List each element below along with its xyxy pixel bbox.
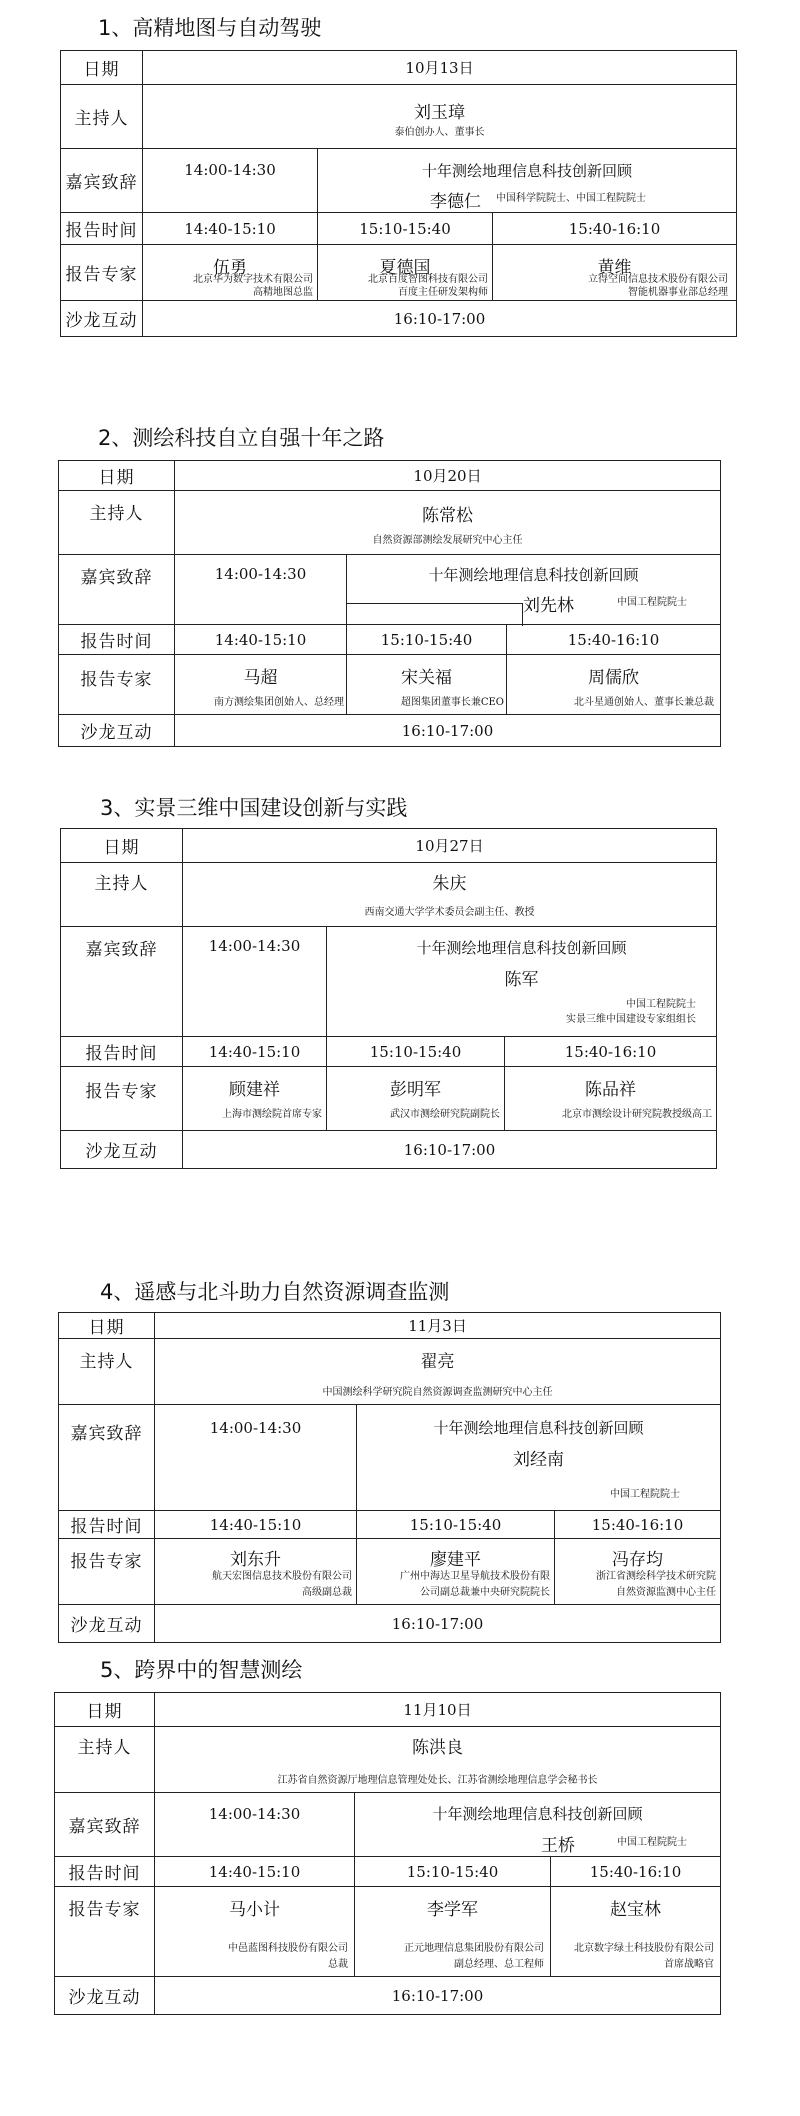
salon-time: 16:10-17:00 bbox=[155, 1605, 721, 1643]
guest-cell bbox=[327, 927, 717, 1037]
host-name: 陈常松 bbox=[422, 506, 473, 526]
host-name: 刘玉璋 bbox=[414, 103, 465, 123]
guest-title: 中国工程院院士 bbox=[626, 999, 696, 1010]
slot-time: 15:40-16:10 bbox=[555, 1511, 721, 1539]
expert-name: 陈品祥 bbox=[585, 1080, 636, 1100]
expert-position: 百度主任研发架构师 bbox=[398, 287, 488, 298]
schedule-table bbox=[54, 1692, 721, 2015]
expert-affiliation: 航天宏图信息技术股份有限公司 bbox=[212, 1571, 352, 1582]
expert-cell bbox=[183, 1067, 327, 1131]
expert-affiliation: 北京华为数字技术有限公司 bbox=[193, 274, 313, 285]
salon-label: 沙龙互动 bbox=[59, 715, 175, 747]
guest-label: 嘉宾致辞 bbox=[55, 1793, 155, 1857]
expert-affiliation: 武汉市测绘研究院副院长 bbox=[390, 1109, 500, 1120]
expert-affiliation: 中邑蓝图科技股份有限公司 bbox=[228, 1943, 348, 1954]
slot-time: 15:40-16:10 bbox=[493, 213, 737, 245]
expert-cell bbox=[355, 1887, 551, 1977]
guest-talk: 十年测绘地理信息科技创新回顾 bbox=[421, 162, 632, 180]
expert-cell bbox=[493, 245, 737, 301]
guest-name: 李德仁 bbox=[430, 192, 481, 212]
expert-name: 马小计 bbox=[229, 1900, 280, 1920]
host-cell bbox=[155, 1339, 721, 1405]
host-cell bbox=[155, 1727, 721, 1793]
host-cell bbox=[175, 491, 721, 555]
host-name: 陈洪良 bbox=[412, 1738, 463, 1758]
host-name: 朱庆 bbox=[432, 874, 467, 894]
expert-name: 彭明军 bbox=[390, 1080, 441, 1100]
expert-name: 顾建祥 bbox=[229, 1080, 280, 1100]
expert-cell bbox=[327, 1067, 505, 1131]
section-title: 5、跨界中的智慧测绘 bbox=[100, 1658, 303, 1682]
guest-cell bbox=[318, 149, 737, 213]
schedule-table bbox=[60, 828, 717, 1169]
experts-label: 报告专家 bbox=[61, 1067, 183, 1131]
expert-cell bbox=[155, 1539, 357, 1605]
date-value: 10月20日 bbox=[175, 461, 721, 491]
expert-name: 李学军 bbox=[427, 1900, 478, 1920]
host-label: 主持人 bbox=[59, 491, 175, 555]
expert-position: 首席战略官 bbox=[664, 1959, 714, 1970]
date-label: 日期 bbox=[59, 461, 175, 491]
guest-time: 14:00-14:30 bbox=[155, 1793, 355, 1857]
expert-name: 刘东升 bbox=[230, 1550, 281, 1570]
expert-position: 自然资源监测中心主任 bbox=[616, 1587, 717, 1598]
slot-time: 15:40-16:10 bbox=[505, 1037, 717, 1067]
expert-name: 周儒欣 bbox=[588, 668, 639, 688]
salon-time: 16:10-17:00 bbox=[183, 1131, 717, 1169]
guest-label: 嘉宾致辞 bbox=[59, 1405, 155, 1511]
cell-divider bbox=[346, 603, 523, 626]
guest-talk: 十年测绘地理信息科技创新回顾 bbox=[428, 566, 639, 584]
date-label: 日期 bbox=[59, 1313, 155, 1339]
host-title: 江苏省自然资源厅地理信息管理处处长、江苏省测绘地理信息学会秘书长 bbox=[277, 1775, 598, 1786]
expert-position: 智能机器事业部总经理 bbox=[628, 287, 728, 298]
host-title: 泰伯创办人、董事长 bbox=[394, 127, 485, 138]
expert-name: 冯存均 bbox=[612, 1550, 663, 1570]
guest-time: 14:00-14:30 bbox=[175, 555, 347, 625]
expert-affiliation: 北京数字绿土科技股份有限公司 bbox=[574, 1943, 714, 1954]
guest-name: 刘经南 bbox=[513, 1450, 564, 1470]
expert-cell bbox=[175, 655, 347, 715]
section-title: 2、测绘科技自立自强十年之路 bbox=[98, 426, 385, 450]
slot-time: 15:10-15:40 bbox=[318, 213, 493, 245]
salon-label: 沙龙互动 bbox=[59, 1605, 155, 1643]
guest-talk: 十年测绘地理信息科技创新回顾 bbox=[416, 939, 627, 957]
report-time-label: 报告时间 bbox=[59, 625, 175, 655]
expert-name: 赵宝林 bbox=[610, 1900, 661, 1920]
guest-name: 刘先林 bbox=[523, 596, 574, 616]
schedule-table bbox=[60, 50, 737, 337]
guest-time: 14:00-14:30 bbox=[183, 927, 327, 1037]
experts-label: 报告专家 bbox=[59, 655, 175, 715]
report-time-label: 报告时间 bbox=[59, 1511, 155, 1539]
expert-name: 黄维 bbox=[597, 258, 632, 278]
slot-time: 15:40-16:10 bbox=[551, 1857, 721, 1887]
expert-cell bbox=[357, 1539, 555, 1605]
host-cell bbox=[143, 85, 737, 149]
guest-name: 陈军 bbox=[504, 970, 539, 990]
guest-talk: 十年测绘地理信息科技创新回顾 bbox=[432, 1805, 643, 1823]
experts-label: 报告专家 bbox=[59, 1539, 155, 1605]
guest-time: 14:00-14:30 bbox=[155, 1405, 357, 1511]
expert-affiliation: 正元地理信息集团股份有限公司 bbox=[404, 1943, 544, 1954]
date-value: 10月27日 bbox=[183, 829, 717, 863]
salon-label: 沙龙互动 bbox=[55, 1977, 155, 2015]
salon-label: 沙龙互动 bbox=[61, 1131, 183, 1169]
guest-title: 中国工程院院士 bbox=[610, 1489, 681, 1500]
date-label: 日期 bbox=[61, 51, 143, 85]
expert-affiliation: 南方测绘集团创始人、总经理 bbox=[214, 697, 344, 708]
guest-title: 中国工程院院士 bbox=[617, 1837, 687, 1848]
report-time-label: 报告时间 bbox=[61, 1037, 183, 1067]
slot-time: 15:10-15:40 bbox=[355, 1857, 551, 1887]
slot-time: 14:40-15:10 bbox=[143, 213, 318, 245]
host-cell bbox=[183, 863, 717, 927]
guest-title: 中国科学院院士、中国工程院院士 bbox=[496, 193, 646, 204]
guest-cell bbox=[357, 1405, 721, 1511]
salon-time: 16:10-17:00 bbox=[155, 1977, 721, 2015]
slot-time: 14:40-15:10 bbox=[183, 1037, 327, 1067]
section-title: 1、高精地图与自动驾驶 bbox=[98, 16, 322, 40]
expert-cell bbox=[318, 245, 493, 301]
slot-time: 15:10-15:40 bbox=[347, 625, 507, 655]
host-title: 西南交通大学学术委员会副主任、教授 bbox=[364, 907, 535, 918]
expert-cell bbox=[505, 1067, 717, 1131]
expert-affiliation: 广州中海达卫星导航技术股份有限 bbox=[400, 1571, 550, 1582]
expert-cell bbox=[347, 655, 507, 715]
slot-time: 15:10-15:40 bbox=[327, 1037, 505, 1067]
expert-affiliation: 上海市测绘院首席专家 bbox=[222, 1109, 322, 1120]
salon-time: 16:10-17:00 bbox=[175, 715, 721, 747]
expert-position: 总裁 bbox=[328, 1959, 348, 1970]
slot-time: 14:40-15:10 bbox=[155, 1857, 355, 1887]
host-label: 主持人 bbox=[61, 85, 143, 149]
section-title: 3、实景三维中国建设创新与实践 bbox=[100, 796, 408, 820]
expert-affiliation: 北斗星通创始人、董事长兼总裁 bbox=[574, 697, 714, 708]
section-title: 4、遥感与北斗助力自然资源调查监测 bbox=[100, 1280, 450, 1304]
guest-name: 王桥 bbox=[541, 1836, 575, 1856]
guest-time: 14:00-14:30 bbox=[143, 149, 318, 213]
guest-label: 嘉宾致辞 bbox=[61, 149, 143, 213]
experts-label: 报告专家 bbox=[55, 1887, 155, 1977]
slot-time: 14:40-15:10 bbox=[175, 625, 347, 655]
report-time-label: 报告时间 bbox=[61, 213, 143, 245]
host-label: 主持人 bbox=[55, 1727, 155, 1793]
report-time-label: 报告时间 bbox=[55, 1857, 155, 1887]
slot-time: 15:10-15:40 bbox=[357, 1511, 555, 1539]
expert-affiliation: 浙江省测绘科学技术研究院 bbox=[596, 1571, 717, 1582]
expert-name: 夏德国 bbox=[379, 258, 431, 278]
schedule-table bbox=[58, 460, 721, 747]
date-value: 10月13日 bbox=[143, 51, 737, 85]
schedule-table bbox=[58, 1312, 721, 1643]
expert-affiliation: 北京百度智图科技有限公司 bbox=[368, 274, 488, 285]
guest-title-2: 实景三维中国建设专家组组长 bbox=[566, 1014, 696, 1025]
expert-affiliation: 立得空间信息技术股份有限公司 bbox=[588, 274, 728, 285]
expert-position: 高精地图总监 bbox=[253, 287, 313, 298]
expert-position: 副总经理、总工程师 bbox=[454, 1959, 544, 1970]
expert-cell bbox=[551, 1887, 721, 1977]
date-label: 日期 bbox=[55, 1693, 155, 1727]
host-title: 中国测绘科学研究院自然资源调查监测研究中心主任 bbox=[322, 1387, 553, 1398]
guest-cell bbox=[355, 1793, 721, 1857]
date-value: 11月3日 bbox=[155, 1313, 721, 1339]
host-label: 主持人 bbox=[59, 1339, 155, 1405]
expert-affiliation: 北京市测绘设计研究院教授级高工 bbox=[562, 1109, 712, 1120]
guest-title: 中国工程院院士 bbox=[617, 597, 687, 608]
guest-talk: 十年测绘地理信息科技创新回顾 bbox=[433, 1419, 644, 1437]
guest-label: 嘉宾致辞 bbox=[59, 555, 175, 625]
slot-time: 15:40-16:10 bbox=[507, 625, 721, 655]
expert-name: 伍勇 bbox=[213, 258, 247, 278]
date-value: 11月10日 bbox=[155, 1693, 721, 1727]
slot-time: 14:40-15:10 bbox=[155, 1511, 357, 1539]
experts-label: 报告专家 bbox=[61, 245, 143, 301]
expert-cell bbox=[507, 655, 721, 715]
expert-cell bbox=[555, 1539, 721, 1605]
expert-name: 马超 bbox=[243, 668, 278, 688]
host-title: 自然资源部测绘发展研究中心主任 bbox=[372, 535, 523, 546]
date-label: 日期 bbox=[61, 829, 183, 863]
guest-label: 嘉宾致辞 bbox=[61, 927, 183, 1037]
guest-cell bbox=[347, 555, 721, 625]
expert-name: 廖建平 bbox=[430, 1550, 481, 1570]
host-label: 主持人 bbox=[61, 863, 183, 927]
host-name: 翟亮 bbox=[420, 1352, 455, 1372]
expert-name: 宋关福 bbox=[401, 668, 452, 688]
expert-cell bbox=[143, 245, 318, 301]
expert-affiliation: 超图集团董事长兼CEO bbox=[400, 697, 504, 708]
salon-label: 沙龙互动 bbox=[61, 301, 143, 337]
salon-time: 16:10-17:00 bbox=[143, 301, 737, 337]
expert-position: 公司副总裁兼中央研究院院长 bbox=[420, 1587, 550, 1598]
expert-cell bbox=[155, 1887, 355, 1977]
expert-position: 高级副总裁 bbox=[302, 1587, 352, 1598]
